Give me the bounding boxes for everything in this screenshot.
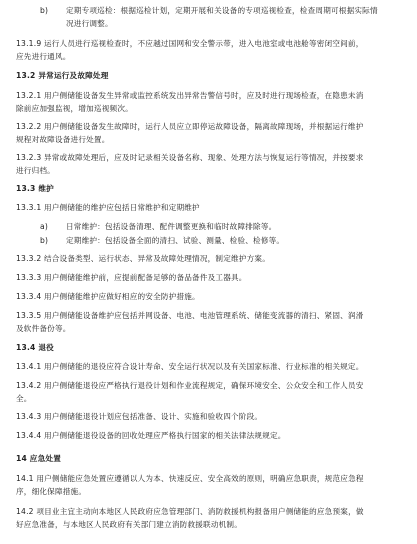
paragraph-line: 全。 [16, 394, 32, 403]
clause-13-3-1: 13.3.1 用户侧储能的维护应包括日常维护和定期维护 [16, 203, 200, 212]
clause-13-4-4: 13.4.4 用户侧储能退役设备的回收处理应严格执行国家的相关法律法规规定。 [16, 431, 286, 440]
list-text: 日常维护：包括设备清理、配件调整更换和临时故障排除等。 [66, 222, 277, 231]
clause-13-3-4: 13.3.4 用户侧储能维护应做好相应的安全防护措施。 [16, 292, 200, 301]
clause-13-4-3: 13.4.3 用户侧储能退役计划应包括准备、设计、实施和验收四个阶段。 [16, 412, 263, 421]
paragraph-line: 14.2 项目业主宜主动向本地区人民政府应急管理部门、消防救援机构报备用户侧储能的应急预案，做 [16, 507, 364, 516]
list-label: b) [40, 236, 49, 245]
section-heading-13-3: 13.3 维护 [16, 184, 54, 193]
paragraph-line: 及软件备份等。 [16, 324, 71, 333]
paragraph-line: 13.3.5 用户侧储能设备维护应包括并网设备、电池、电池管理系统、储能变流器的清扫、紧固、润滑 [16, 311, 364, 320]
section-heading-13-4: 13.4 退役 [16, 343, 54, 352]
paragraph-line: 13.2.3 异常或故障处理后，应及时记录相关设备名称、现象、处理方法与恢复运行等情况，并按要求 [16, 153, 364, 162]
paragraph-line: 好应急准备，与本地区人民政府有关部门建立消防救援联动机制。 [16, 520, 243, 529]
paragraph-line: 应先进行通风。 [16, 52, 71, 61]
list-text: 定期维护：包括设备全面的清扫、试验、测量、检验、检修等。 [66, 236, 285, 245]
section-heading-14: 14 应急处置 [16, 454, 61, 463]
section-heading-13-2: 13.2 异常运行及故障处理 [16, 71, 109, 80]
paragraph-line: 13.2.1 用户侧储能设备发生异常或监控系统发出异常告警信号时，应及时进行现场检查，在隐患未消 [16, 91, 364, 100]
paragraph-line: 13.2.2 用户侧储能设备发生故障时，运行人员应立即停运故障设备，隔离故障现场，并根据运行维护 [16, 122, 364, 131]
paragraph-line: 13.1.9 运行人员进行巡视检查时，不应越过国网和安全警示带，进入电池室或电池舱等密闭空间前， [16, 39, 364, 48]
paragraph-line: 14.1 用户侧储能应急处置应遵循以人为本、快速反应、安全高效的原则，明确应急职责，规范应急程 [16, 474, 364, 483]
clause-13-4-1: 13.4.1 用户侧储能的退役应符合设计寿命、安全运行状况以及有关国家标准、行业标准的相关规定。 [16, 362, 364, 371]
paragraph-line: 况进行调整。 [66, 19, 113, 28]
paragraph-line: 定期专项巡检：根据巡检计划，定期开展和关设备的专项巡视检查，检查周期可根据实际情 [66, 6, 378, 15]
paragraph-line: 序，细化保障措施。 [16, 487, 87, 496]
list-label: b) [40, 6, 49, 15]
paragraph-line: 除前应加强监视，增加巡视频次。 [16, 104, 133, 113]
clause-13-3-2: 13.3.2 结合设备类型、运行状态、异常及故障处理情况，制定维护方案。 [16, 254, 270, 263]
clause-13-3-3: 13.3.3 用户侧储能维护前，应提前配备足够的备品备件及工器具。 [16, 273, 247, 282]
paragraph-line: 进行归档。 [16, 166, 55, 175]
paragraph-line: 规程对故障设备进行处置。 [16, 135, 110, 144]
paragraph-line: 13.4.2 用户侧储能退役应严格执行退役计划和作业流程规定，确保环境安全、公众安全和工作人员安 [16, 381, 364, 390]
list-label: a) [40, 222, 49, 231]
